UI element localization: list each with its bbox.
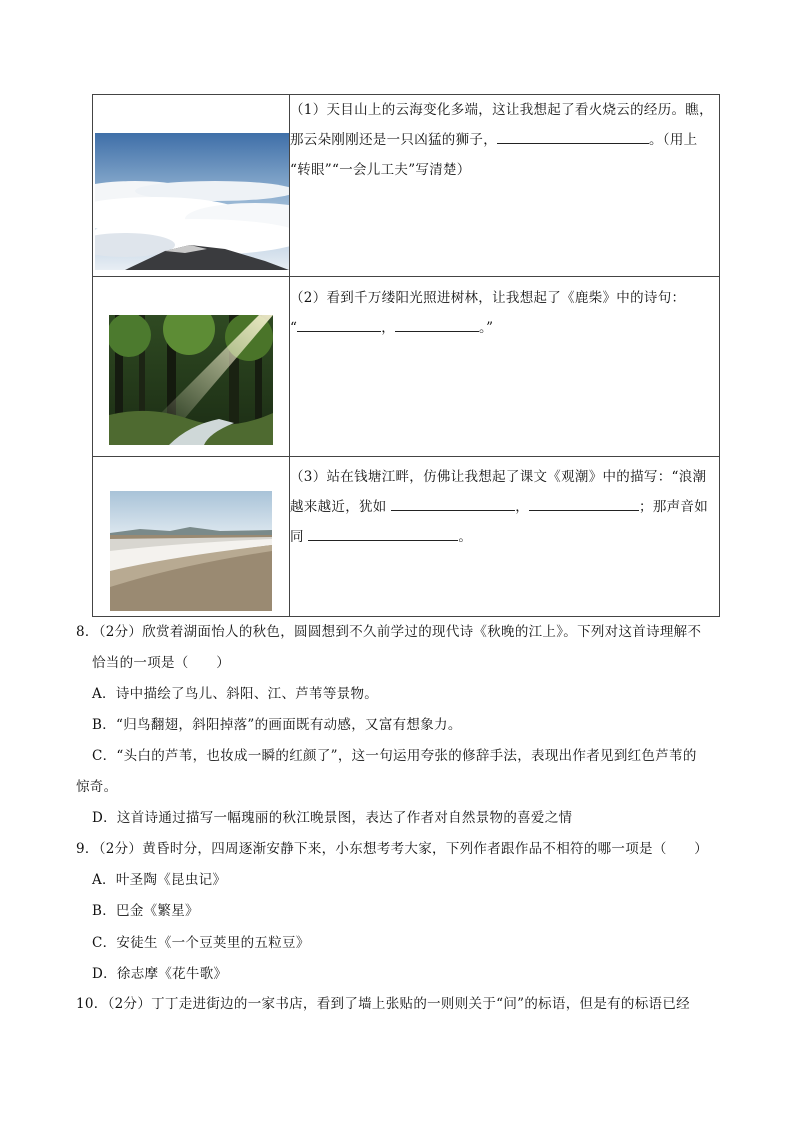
q3-period: 。 (458, 529, 473, 545)
qiantang-tide-photo (110, 491, 272, 611)
q1-answer-blank[interactable] (497, 129, 649, 144)
question-2-cell (290, 277, 720, 457)
sunlit-forest-photo (109, 315, 273, 445)
q1-line3: “转眼”“一会儿工夫”写清楚） (290, 162, 471, 178)
q8-stem-line2: 恰当的一项是（ ） (92, 655, 230, 671)
question-9 (76, 834, 722, 865)
q9-option-a[interactable]: A．叶圣陶《昆虫记》 (92, 872, 227, 888)
q9-stem: 9．（2分）黄昏时分，四周逐渐安静下来，小东想考考大家，下列作者跟作品不相符的哪一项是（ ） (76, 841, 709, 857)
q1-line1: （1）天目山上的云海变化多端，这让我想起了看火烧云的经历。瞧， (290, 102, 713, 118)
q2-answer-blank-1[interactable] (297, 317, 381, 332)
q9-option-c[interactable]: C．安徒生《一个豆荚里的五粒豆》 (92, 935, 310, 951)
question-8 (76, 617, 722, 679)
q8-option-b[interactable]: B．“归鸟翻翅，斜阳掉落”的画面既有动感，又富有想象力。 (92, 717, 462, 733)
q3-line1: （3）站在钱塘江畔，仿佛让我想起了课文《观潮》中的描写：“浪潮 (290, 469, 707, 485)
q8-option-c[interactable]: C．“头白的芦苇，也妆成一瞬的红颜了”，这一句运用夸张的修辞手法，表现出作者见到红色芦苇的 (92, 748, 697, 764)
q3-comma: ， (515, 499, 530, 515)
question-1-cell (290, 95, 720, 277)
q3-line3 (290, 522, 719, 552)
question-10 (76, 989, 722, 1020)
q2-close: 。” (479, 320, 494, 336)
q3-answer-blank-1[interactable] (391, 496, 515, 511)
q3-text-a: 越来越近，犹如 (290, 499, 387, 515)
q8-option-c-cont: 惊奇。 (76, 779, 118, 795)
image-cell (93, 95, 290, 277)
table-row (93, 277, 720, 457)
q2-line2 (290, 313, 719, 343)
q2-comma: ， (381, 320, 396, 336)
q3-answer-blank-3[interactable] (308, 526, 458, 541)
sea-of-clouds-photo (95, 133, 289, 270)
q3-text-c: 同 (290, 529, 304, 545)
q9-option-d[interactable]: D．徐志摩《花牛歌》 (92, 966, 228, 982)
q8-option-d[interactable]: D．这首诗通过描写一幅瑰丽的秋江晚景图，表达了作者对自然景物的喜爱之情 (92, 810, 573, 826)
q3-answer-blank-2[interactable] (529, 496, 639, 511)
table-row (93, 457, 720, 617)
q10-stem: 10．（2分）丁丁走进街边的一家书店，看到了墙上张贴的一则则关于“问”的标语，但是有的标语已经 (76, 996, 690, 1012)
picture-question-table (92, 94, 720, 617)
q1-line2 (290, 125, 719, 155)
table-row (93, 95, 720, 277)
q9-option-b[interactable]: B．巴金《繁星》 (92, 903, 199, 919)
q8-option-a[interactable]: A．诗中描绘了鸟儿、斜阳、江、芦苇等景物。 (92, 686, 379, 702)
q3-line2 (290, 492, 719, 522)
q2-answer-blank-2[interactable] (395, 317, 479, 332)
question-3-cell (290, 457, 720, 617)
q2-open-quote: “ (290, 320, 298, 336)
q2-line1: （2）看到千万缕阳光照进树林，让我想起了《鹿柴》中的诗句： (290, 290, 686, 306)
image-cell (93, 277, 290, 457)
image-cell (93, 457, 290, 617)
q1-text-b: 。（用上 (649, 132, 698, 148)
q3-text-b: ；那声音如 (639, 499, 709, 515)
q1-text-a: 那云朵刚刚还是一只凶猛的狮子， (290, 132, 497, 148)
q8-stem-line1: 8．（2分）欣赏着湖面怡人的秋色，圆圆想到不久前学过的现代诗《秋晚的江上》。下列对这首诗理解不 (76, 624, 702, 640)
